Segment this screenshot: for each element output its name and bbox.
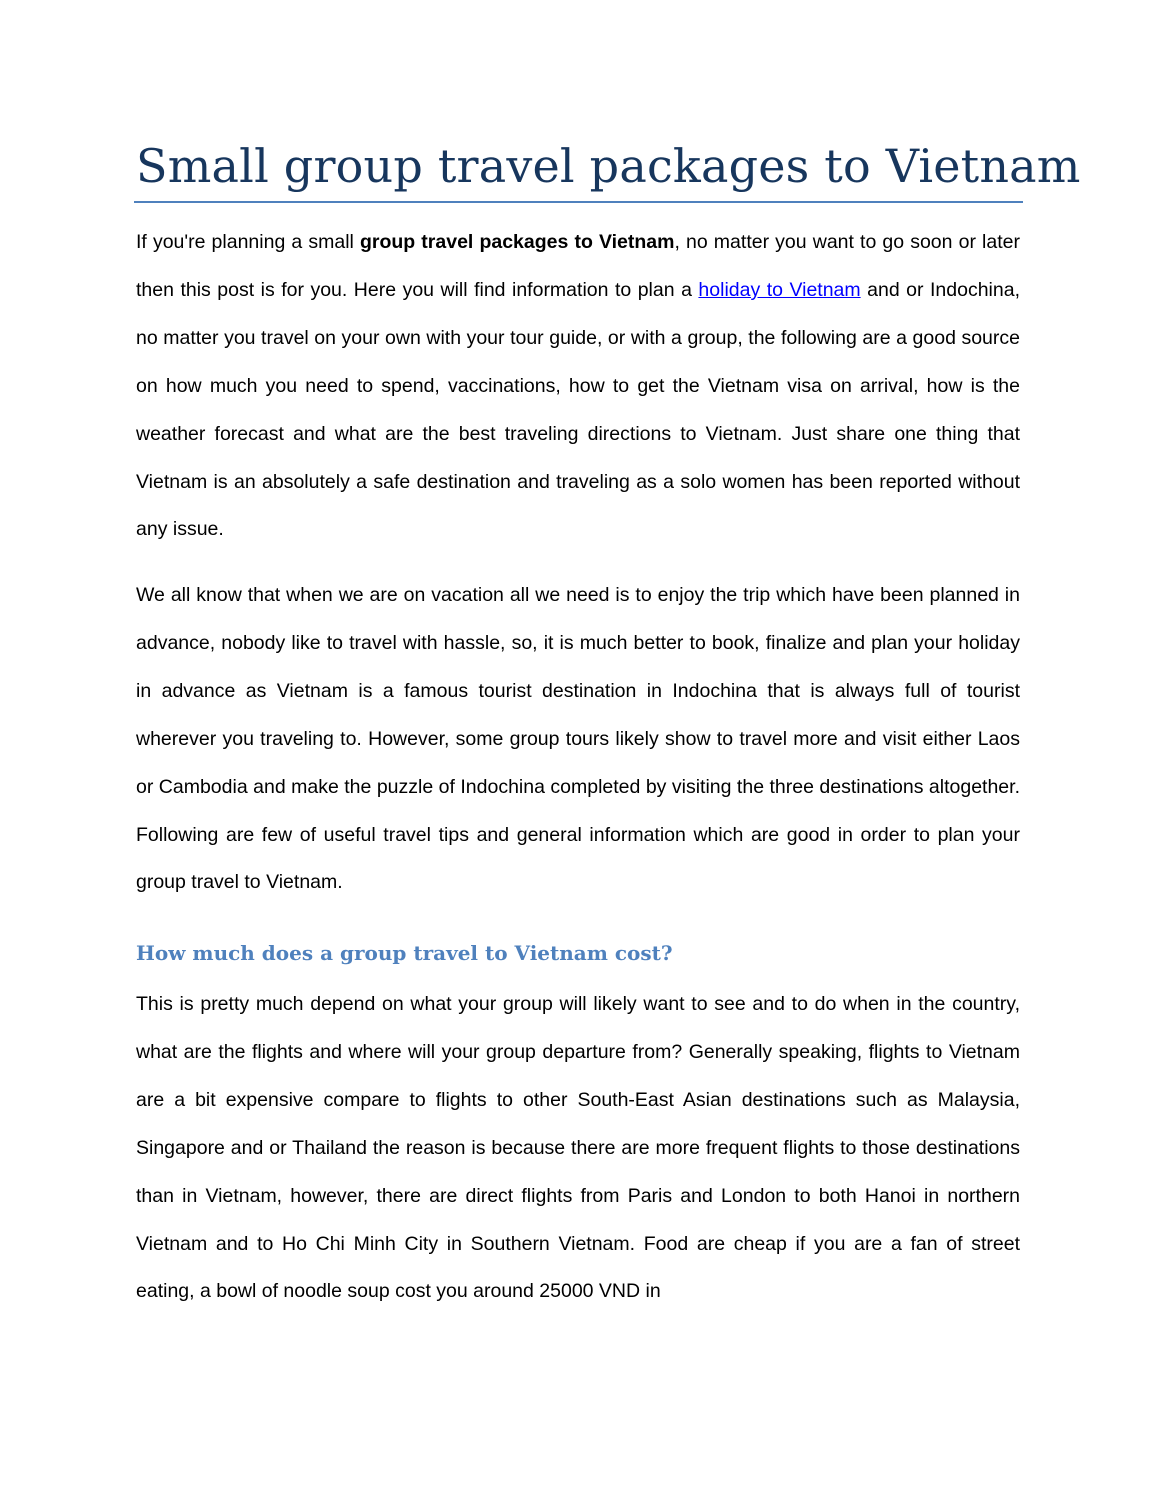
intro-text-start: If you're planning a small [136, 231, 360, 253]
intro-bold-keyword: group travel packages to Vietnam [359, 231, 675, 253]
intro-text-end: and or Indochina, no matter you travel on your own with your tour guide, or with a group, the following are a good source on how much you need to spend, vaccinations, how to get the Vietnam visa on arrival, how is the weather forecast and what are the best traveling directions to Vietnam. Just share one thing that Vietnam is an absolutely a safe destination and traveling as a solo women has been reported without any issue. [136, 278, 1020, 541]
page-title: Small group travel packages to Vietnam [136, 139, 1081, 193]
cost-paragraph: This is pretty much depend on what your group will likely want to see and to do when in the country, what are the flights and where will your group departure from? Generally speaking, flights to Vietnam are a bit expensive compare to flights to other South-East Asian destinations such as Malaysia, Singapore and or Thailand the reason is because there are more frequent flights to those destinations than in Vietnam, however, there are direct flights from Paris and London to both Hanoi in northern Vietnam and to Ho Chi Minh City in Southern Vietnam. Food are cheap if you are a fan of street eating, a bowl of noodle soup cost you around 25000 VND in [136, 993, 1020, 1303]
intro-paragraph [136, 219, 1020, 554]
holiday-to-vietnam-link[interactable]: holiday to Vietnam [698, 278, 861, 301]
intro-text-middle: , no matter you want to go soon or later then this post is for you. Here you will find information to plan a [136, 231, 1020, 301]
vacation-planning-paragraph: We all know that when we are on vacation all we need is to enjoy the trip which have been planned in advance, nobody like to travel with hassle, so, it is much better to book, finalize and plan your holiday in advance as Vietnam is a famous tourist destination in Indochina that is always full of tourist wherever you traveling to. However, some group tours likely show to travel more and visit either Laos or Cambodia and make the puzzle of Indochina completed by visiting the three destinations altogether. Following are few of useful travel tips and general information which are good in order to plan your group travel to Vietnam. [136, 584, 1020, 894]
cost-section-heading: How much does a group travel to Vietnam cost? [136, 941, 673, 965]
title-underline-rule [134, 201, 1023, 203]
